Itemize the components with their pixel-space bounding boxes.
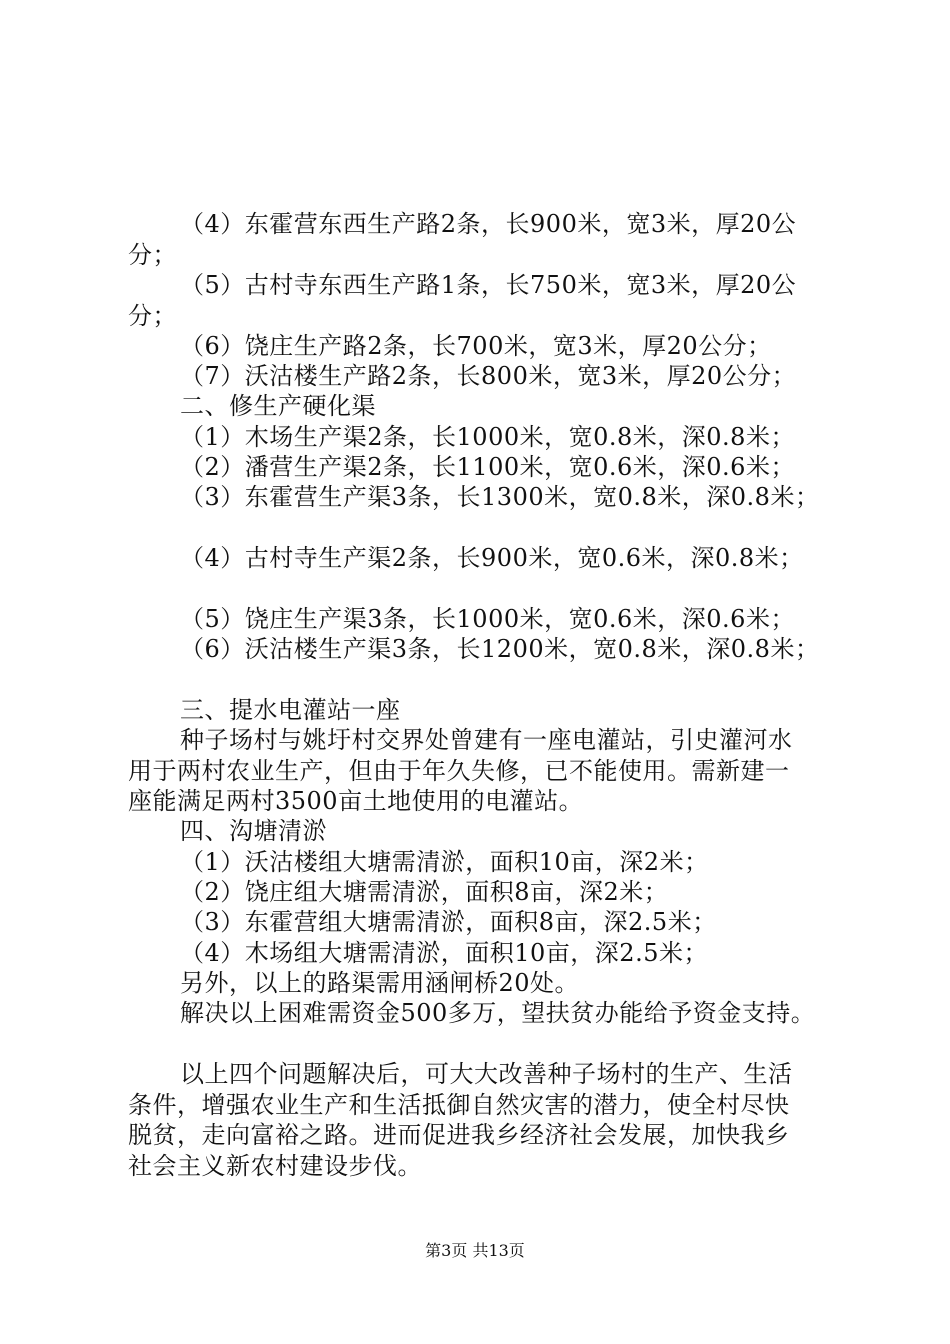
channel-item-6: （6）沃沽楼生产渠3条，长1200米，宽0.8米，深0.8米； xyxy=(180,635,820,663)
section-3-paragraph-line3: 座能满足两村3500亩土地使用的电灌站。 xyxy=(128,787,584,815)
channel-item-2: （2）潘营生产渠2条，长1100米，宽0.6米，深0.6米； xyxy=(180,453,795,481)
road-item-4-line2: 分； xyxy=(128,241,177,269)
conclusion-line3: 脱贫，走向富裕之路。进而促进我乡经济社会发展，加快我乡 xyxy=(128,1121,790,1149)
section-4-heading: 四、沟塘清淤 xyxy=(180,817,327,845)
channel-item-5: （5）饶庄生产渠3条，长1000米，宽0.6米，深0.6米； xyxy=(180,605,795,633)
section-2-heading: 二、修生产硬化渠 xyxy=(180,392,376,420)
road-item-6: （6）饶庄生产路2条，长700米，宽3米，厚20公分； xyxy=(180,332,772,360)
channel-item-1: （1）木场生产渠2条，长1000米，宽0.8米，深0.8米； xyxy=(180,423,795,451)
page-number-footer: 第3页 共13页 xyxy=(425,1241,525,1260)
funding-request: 解决以上困难需资金500多万，望扶贫办能给予资金支持。 xyxy=(180,999,816,1027)
pond-item-3: （3）东霍营组大塘需清淤，面积8亩，深2.5米； xyxy=(180,908,717,936)
road-item-5-line2: 分； xyxy=(128,302,177,330)
channel-item-4: （4）古村寺生产渠2条，长900米，宽0.6米，深0.8米； xyxy=(180,544,804,572)
channel-item-3: （3）东霍营生产渠3条，长1300米，宽0.8米，深0.8米； xyxy=(180,483,820,511)
road-item-7: （7）沃沽楼生产路2条，长800米，宽3米，厚20公分； xyxy=(180,362,797,390)
pond-item-1: （1）沃沽楼组大塘需清淤，面积10亩，深2米； xyxy=(180,848,709,876)
pond-item-4: （4）木场组大塘需清淤，面积10亩，深2.5米； xyxy=(180,939,708,967)
road-item-5-line1: （5）古村寺东西生产路1条，长750米，宽3米，厚20公 xyxy=(180,271,797,299)
section-3-paragraph-line1: 种子场村与姚圩村交界处曾建有一座电灌站，引史灌河水 xyxy=(180,726,793,754)
culvert-note: 另外，以上的路渠需用涵闸桥20处。 xyxy=(180,969,580,997)
conclusion-line2: 条件，增强农业生产和生活抵御自然灾害的潜力，使全村尽快 xyxy=(128,1091,790,1119)
pond-item-2: （2）饶庄组大塘需清淤，面积8亩，深2米； xyxy=(180,878,669,906)
section-3-paragraph-line2: 用于两村农业生产，但由于年久失修，已不能使用。需新建一 xyxy=(128,757,790,785)
section-3-heading: 三、提水电灌站一座 xyxy=(180,696,401,724)
road-item-4-line1: （4）东霍营东西生产路2条，长900米，宽3米，厚20公 xyxy=(180,210,797,238)
conclusion-line1: 以上四个问题解决后，可大大改善种子场村的生产、生活 xyxy=(180,1060,793,1088)
conclusion-line4: 社会主义新农村建设步伐。 xyxy=(128,1152,422,1180)
